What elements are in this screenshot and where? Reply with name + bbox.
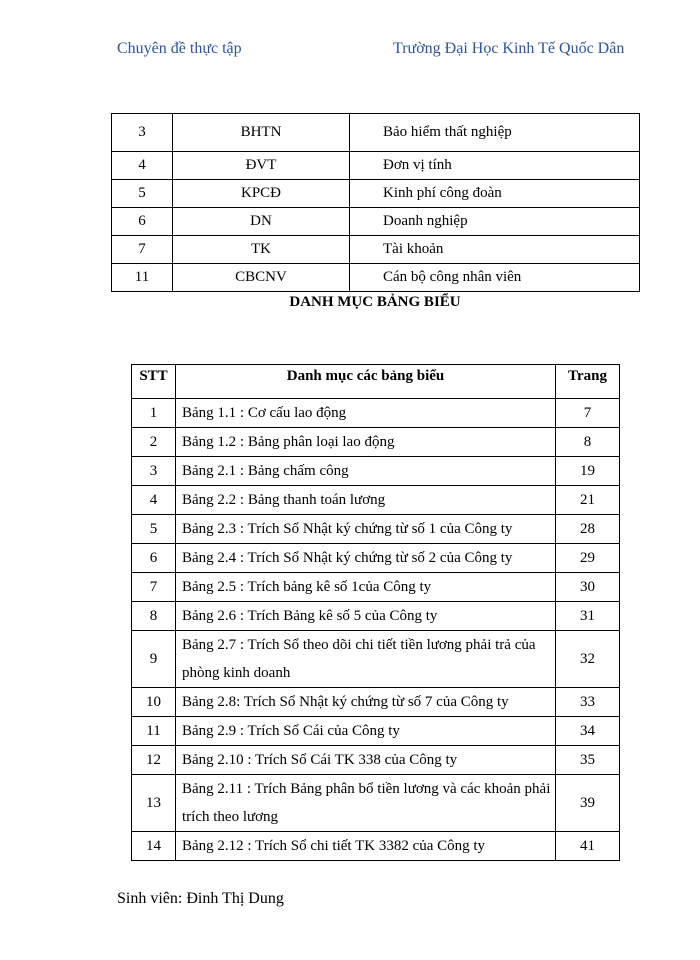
row-page-cell: 41	[556, 832, 620, 861]
row-number-cell: 14	[132, 832, 176, 861]
abbr-no-cell: 6	[112, 208, 173, 236]
abbr-no-cell: 3	[112, 114, 173, 152]
row-page-cell: 39	[556, 775, 620, 832]
row-name-cell: Bảng 2.12 : Trích Sổ chi tiết TK 3382 của Công ty	[176, 832, 556, 861]
header-page: Trang	[556, 365, 620, 399]
row-name-cell: Bảng 1.2 : Bảng phân loại lao động	[176, 428, 556, 457]
abbr-code-cell: ĐVT	[173, 152, 350, 180]
row-page-cell: 8	[556, 428, 620, 457]
table-row	[132, 428, 620, 457]
row-page-cell: 21	[556, 486, 620, 515]
row-name-cell: Bảng 2.8: Trích Sổ Nhật ký chứng từ số 7 của Công ty	[176, 688, 556, 717]
row-number-cell: 3	[132, 457, 176, 486]
table-row	[132, 399, 620, 428]
table-row	[132, 746, 620, 775]
row-number-cell: 4	[132, 486, 176, 515]
row-name-cell: Bảng 2.9 : Trích Sổ Cái của Công ty	[176, 717, 556, 746]
table-row	[132, 688, 620, 717]
header-left: Chuyên đề thực tập	[117, 40, 242, 57]
table-row	[132, 602, 620, 631]
abbr-meaning-cell: Cán bộ công nhân viên	[350, 264, 640, 292]
table-row	[112, 264, 640, 292]
student-name: Sinh viên: Đinh Thị Dung	[117, 890, 284, 907]
row-name-cell: Bảng 2.4 : Trích Sổ Nhật ký chứng từ số 2 của Công ty	[176, 544, 556, 573]
row-name-cell: Bảng 2.7 : Trích Sổ theo dõi chi tiết tiền lương phải trả của phòng kinh doanh	[176, 631, 556, 688]
row-page-cell: 34	[556, 717, 620, 746]
abbr-meaning-cell: Tài khoản	[350, 236, 640, 264]
table-row	[132, 775, 620, 832]
abbr-no-cell: 5	[112, 180, 173, 208]
header-name: Danh mục các bảng biểu	[176, 365, 556, 399]
table-row	[132, 717, 620, 746]
row-number-cell: 11	[132, 717, 176, 746]
row-number-cell: 10	[132, 688, 176, 717]
row-name-cell: Bảng 2.1 : Bảng chấm công	[176, 457, 556, 486]
row-number-cell: 6	[132, 544, 176, 573]
row-name-cell: Bảng 2.5 : Trích bảng kê số 1của Công ty	[176, 573, 556, 602]
header-stt: STT	[132, 365, 176, 399]
table-header-row	[132, 365, 620, 399]
abbr-meaning-cell: Doanh nghiệp	[350, 208, 640, 236]
row-number-cell: 2	[132, 428, 176, 457]
abbr-code-cell: BHTN	[173, 114, 350, 152]
table-row	[132, 573, 620, 602]
row-name-cell: Bảng 2.2 : Bảng thanh toán lương	[176, 486, 556, 515]
abbr-meaning-cell: Đơn vị tính	[350, 152, 640, 180]
row-number-cell: 9	[132, 631, 176, 688]
table-row	[132, 457, 620, 486]
table-row	[132, 515, 620, 544]
row-page-cell: 19	[556, 457, 620, 486]
abbreviation-table	[111, 113, 640, 292]
row-name-cell: Bảng 2.6 : Trích Bảng kê số 5 của Công ty	[176, 602, 556, 631]
row-page-cell: 7	[556, 399, 620, 428]
abbr-meaning-cell: Bảo hiểm thất nghiệp	[350, 114, 640, 152]
table-row	[112, 208, 640, 236]
table-row	[112, 180, 640, 208]
row-number-cell: 12	[132, 746, 176, 775]
abbr-no-cell: 4	[112, 152, 173, 180]
row-page-cell: 28	[556, 515, 620, 544]
abbr-code-cell: DN	[173, 208, 350, 236]
abbr-code-cell: KPCĐ	[173, 180, 350, 208]
abbr-meaning-cell: Kinh phí công đoàn	[350, 180, 640, 208]
table-row	[132, 832, 620, 861]
row-number-cell: 1	[132, 399, 176, 428]
row-number-cell: 8	[132, 602, 176, 631]
table-row	[112, 236, 640, 264]
row-name-cell: Bảng 2.3 : Trích Sổ Nhật ký chứng từ số 1 của Công ty	[176, 515, 556, 544]
row-page-cell: 31	[556, 602, 620, 631]
abbr-code-cell: CBCNV	[173, 264, 350, 292]
table-row	[112, 114, 640, 152]
row-page-cell: 29	[556, 544, 620, 573]
abbr-code-cell: TK	[173, 236, 350, 264]
row-name-cell: Bảng 2.10 : Trích Sổ Cái TK 338 của Công ty	[176, 746, 556, 775]
table-list	[131, 364, 620, 861]
row-number-cell: 13	[132, 775, 176, 832]
section-title: DANH MỤC BẢNG BIỂU	[289, 294, 461, 310]
row-page-cell: 33	[556, 688, 620, 717]
table-row	[112, 152, 640, 180]
row-number-cell: 5	[132, 515, 176, 544]
row-page-cell: 30	[556, 573, 620, 602]
table-row	[132, 544, 620, 573]
row-page-cell: 35	[556, 746, 620, 775]
abbr-no-cell: 11	[112, 264, 173, 292]
table-row	[132, 486, 620, 515]
row-number-cell: 7	[132, 573, 176, 602]
row-name-cell: Bảng 1.1 : Cơ cấu lao động	[176, 399, 556, 428]
header-right: Trường Đại Học Kinh Tế Quốc Dân	[393, 40, 625, 57]
row-name-cell: Bảng 2.11 : Trích Bảng phân bổ tiền lương và các khoản phải trích theo lương	[176, 775, 556, 832]
row-page-cell: 32	[556, 631, 620, 688]
table-row	[132, 631, 620, 688]
abbr-no-cell: 7	[112, 236, 173, 264]
